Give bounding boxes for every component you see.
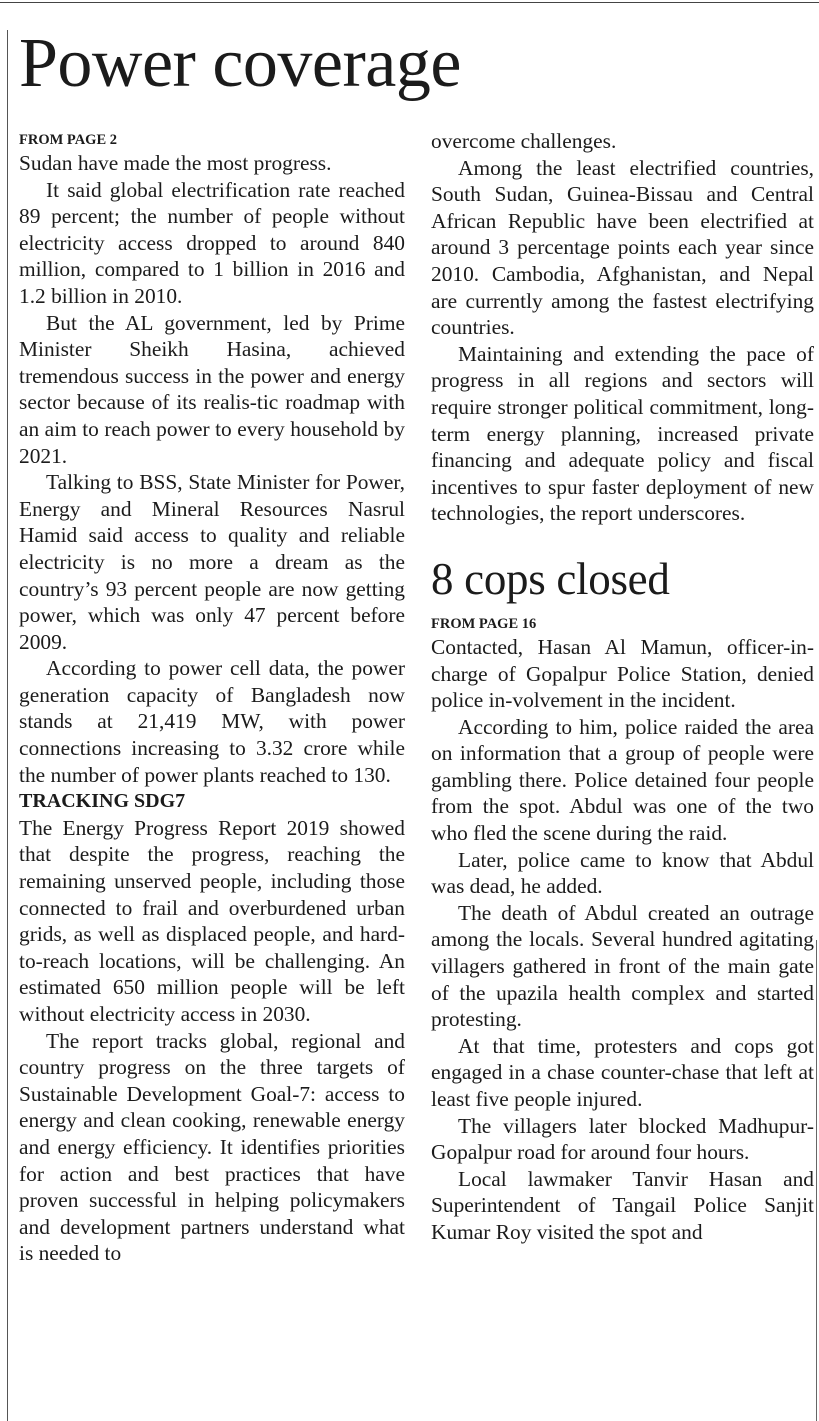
left-column-rule xyxy=(7,30,8,1421)
paragraph: The villagers later blocked Madhupur-Gopalpur road for around four hours. xyxy=(431,1113,814,1165)
paragraph: Later, police came to know that Abdul was dead, he added. xyxy=(431,847,814,899)
top-rule xyxy=(0,2,819,3)
headline-power-coverage: Power coverage xyxy=(19,25,461,102)
paragraph: Local lawmaker Tanvir Hasan and Superintendent of Tangail Police Sanjit Kumar Roy visited the spot and xyxy=(431,1166,814,1244)
paragraph: Talking to BSS, State Minister for Power, Energy and Mineral Resources Nasrul Hamid said access to quality and reliable electricity is no more a dream as the country’s 93 percent people are now getting power, which was only 47 percent before 2009. xyxy=(19,470,405,654)
article-column-left xyxy=(19,128,405,1267)
paragraph: But the AL government, led by Prime Minister Sheikh Hasina, achieved tremendous success in the power and energy sector because of its realis-tic roadmap with an aim to reach power to every household by 2021. xyxy=(19,310,405,468)
paragraph: Maintaining and extending the pace of progress in all regions and sectors will require stronger political commitment, long-term energy planning, increased private financing and adequate policy and fiscal incentives to spur faster deployment of new technologies, the report underscores. xyxy=(431,341,814,526)
paragraph: Contacted, Hasan Al Mamun, officer-in-charge of Gopalpur Police Station, denied police in-volvement in the incident. xyxy=(431,634,814,713)
article-column-right xyxy=(431,128,814,1246)
from-page-label: FROM PAGE 16 xyxy=(431,615,537,632)
paragraph: According to power cell data, the power generation capacity of Bangladesh now stands at 21,419 MW, with power connections increasing to 3.32 crore while the number of power plants reached to 130. xyxy=(19,656,405,787)
paragraph: overcome challenges. xyxy=(431,129,617,153)
paragraph: According to him, police raided the area on information that a group of people were gambling there. Police detained four people from the spot. Abdul was one of the two who fled the scene during the raid. xyxy=(431,714,814,846)
paragraph: The Energy Progress Report 2019 showed that despite the progress, reaching the remaining unserved people, including those connected to frail and overburdened urban grids, as well as displaced people, and hard-to-reach locations, will be challenging. An estimated 650 million people will be left without electricity access in 2030. xyxy=(19,815,405,1026)
paragraph: The report tracks global, regional and country progress on the three targets of Sustainable Development Goal-7: access to energy and clean cooking, renewable energy and energy efficiency. It identifies priorities for action and best practices that have proven successful in helping policymakers and development partners understand what is needed to xyxy=(19,1028,405,1266)
paragraph: Sudan have made the most progress. xyxy=(19,151,332,175)
from-page-label: FROM PAGE 2 xyxy=(19,132,117,148)
paragraph: The death of Abdul created an outrage among the locals. Several hundred agitating villagers gathered in front of the main gate of the upazila health complex and started protesting. xyxy=(431,900,814,1032)
paragraph: Among the least electrified countries, South Sudan, Guinea-Bissau and Central African Republic have been electrified at around 3 percentage points each year since 2010. Cambodia, Afghanistan, and Nepal are currently among the fastest electrifying countries. xyxy=(431,155,814,340)
headline-8-cops-closed: 8 cops closed xyxy=(431,553,670,604)
subhead-tracking-sdg7: TRACKING SDG7 xyxy=(19,790,186,813)
paragraph: It said global electrification rate reached 89 percent; the number of people without electricity access dropped to around 840 million, compared to 1 billion in 2016 and 1.2 billion in 2010. xyxy=(19,177,405,308)
right-edge-rule xyxy=(816,940,817,1421)
paragraph: At that time, protesters and cops got engaged in a chase counter-chase that left at least five people injured. xyxy=(431,1033,814,1111)
